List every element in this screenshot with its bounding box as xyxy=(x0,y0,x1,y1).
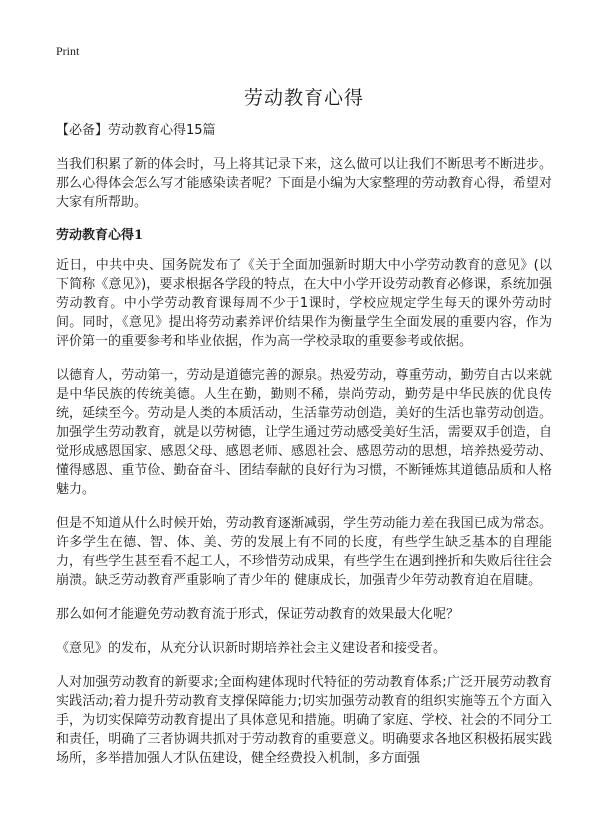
body-paragraph-5: 《意见》的发布，从充分认识新时期培养社会主义建设者和接受者。 xyxy=(56,641,447,656)
body-paragraph-1: 近日，中共中央、国务院发布了《关于全面加强新时期大中小学劳动教育的意见》(以下简称《意见》)，要求根据各学段的特点，在大中小学开设劳动教育必修课，系统加强劳动教育。中小学劳动教育课每周不少于1课时，学校应规定学生每天的课外劳动时间。同时，《意见》提出将劳动素养评价结果作为衡量学生全面发展的重要内容，作为评价第一的重要参考和毕业依据，作为高一学校录取的重要参考或依据。 xyxy=(56,258,552,349)
section-heading: 劳动教育心得1 xyxy=(56,228,144,243)
document-title: 劳动教育心得 xyxy=(243,87,364,109)
print-link[interactable]: Print xyxy=(56,44,80,58)
intro-paragraph: 当我们积累了新的体会时，马上将其记录下来，这么做可以让我们不断思考不断进步。那么心得体会怎么写才能感染读者呢？下面是小编为大家整理的劳动教育心得，希望对大家有所帮助。 xyxy=(56,157,552,210)
body-paragraph-3: 但是不知道从什么时候开始，劳动教育逐渐减弱，学生劳动能力差在我国已成为常态。许多学生在德、智、体、美、劳的发展上有不同的长度，有些学生缺乏基本的自理能力，有些学生甚至看不起工人，不珍惜劳动成果，有些学生在遇到挫折和失败后往往会崩溃。缺乏劳动教育严重影响了青少年的 健康成长，加强青少年劳动教育迫在眉睫。 xyxy=(56,516,552,588)
body-paragraph-6: 人对加强劳动教育的新要求;全面构建体现时代特征的劳动教育体系;广泛开展劳动教育实践活动;着力提升劳动教育支撑保障能力;切实加强劳动教育的组织实施等五个方面入手，为切实保障劳动教育提出了具体意见和措施。明确了家庭、学校、社会的不同分工和责任，明确了三者协调共抓对于劳动教育的重要意义。明确要求各地区积极拓展实践场所，多举措加强人才队伍建设，健全经费投入机制，多方面强 xyxy=(56,675,552,766)
body-paragraph-2: 以德育人，劳动第一，劳动是道德完善的源泉。热爱劳动，尊重劳动，勤劳自古以来就是中华民族的传统美德。人生在勤，勤则不稀，崇尚劳动，勤劳是中华民族的优良传统，延续至今。劳动是人类的本质活动，生活靠劳动创造，美好的生活也靠劳动创造。加强学生劳动教育，就是以劳树德，让学生通过劳动感受美好生活，需要双手创造，自觉形成感恩国家、感恩父母、感恩老师、感恩社会、感恩劳动的思想，培养热爱劳动、懂得感恩、重节俭、勤奋奋斗、团结奉献的良好行为习惯，不断锤炼其道德品质和人格魅力。 xyxy=(56,368,552,497)
body-paragraph-4: 那么如何才能避免劳动教育流于形式，保证劳动教育的效果最大化呢？ xyxy=(56,607,460,622)
document-subtitle: 【必备】劳动教育心得15篇 xyxy=(56,123,216,138)
document-page xyxy=(56,40,552,768)
